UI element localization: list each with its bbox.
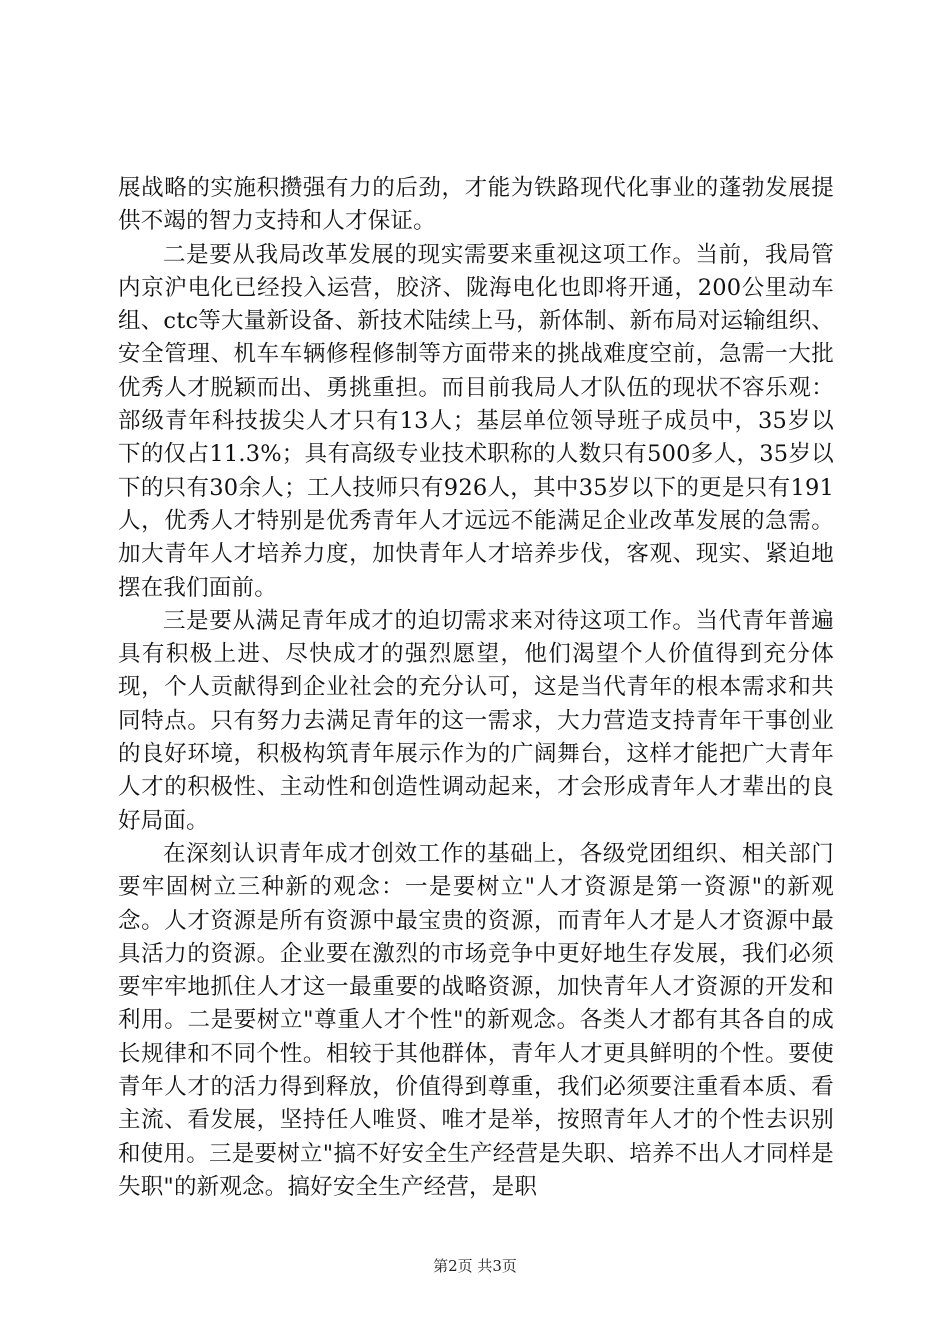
paragraph-point-three: 三是要从满足青年成才的迫切需求来对待这项工作。当代青年普遍具有积极上进、尽快成才的强烈愿望，他们渴望个人价值得到充分体现，个人贡献得到企业社会的充分认可，这是当代青年的根本需求和共同特点。只有努力去满足青年的这一需求，大力营造支持青年干事创业的良好环境，积极构筑青年展示作为的广阔舞台，这样才能把广大青年人才的积极性、主动性和创造性调动起来，才会形成青年人才辈出的良好局面。: [118, 607, 834, 834]
body-text: [118, 172, 834, 1204]
page-number-label: 第2页 共3页: [433, 1257, 517, 1275]
paragraph-new-concepts: 在深刻认识青年成才创效工作的基础上，各级党团组织、相关部门要牢固树立三种新的观念：一是要树立"人才资源是第一资源"的新观念。人才资源是所有资源中最宝贵的资源，而青年人才是人才资源中最具活力的资源。企业要在激烈的市场竞争中更好地生存发展，我们必须要牢牢地抓住人才这一最重要的战略资源，加快青年人才资源的开发和利用。二是要树立"尊重人才个性"的新观念。各类人才都有其各自的成长规律和不同个性。相较于其他群体，青年人才更具鲜明的个性。要使青年人才的活力得到释放，价值得到尊重，我们必须要注重看本质、看主流、看发展，坚持任人唯贤、唯才是举，按照青年人才的个性去识别和使用。三是要树立"搞不好安全生产经营是失职、培养不出人才同样是失职"的新观念。搞好安全生产经营，是职: [118, 840, 834, 1200]
paragraph-continuation: 展战略的实施积攒强有力的后劲，才能为铁路现代化事业的蓬勃发展提供不竭的智力支持和人才保证。: [118, 175, 834, 235]
page-footer: [0, 1256, 950, 1276]
paragraph-point-two: 二是要从我局改革发展的现实需要来重视这项工作。当前，我局管内京沪电化已经投入运营，胶济、陇海电化也即将开通，200公里动车组、ctc等大量新设备、新技术陆续上马，新体制、新布局对运输组织、安全管理、机车车辆修程修制等方面带来的挑战难度空前，急需一大批优秀人才脱颖而出、勇挑重担。而目前我局人才队伍的现状不容乐观：部级青年科技拔尖人才只有13人；基层单位领导班子成员中，35岁以下的仅占11.3%；具有高级专业技术职称的人数只有500多人，35岁以下的只有30余人；工人技师只有926人，其中35岁以下的更是只有191人，优秀人才特别是优秀青年人才远远不能满足企业改革发展的急需。加大青年人才培养力度，加快青年人才培养步伐，客观、现实、紧迫地摆在我们面前。: [118, 241, 834, 601]
